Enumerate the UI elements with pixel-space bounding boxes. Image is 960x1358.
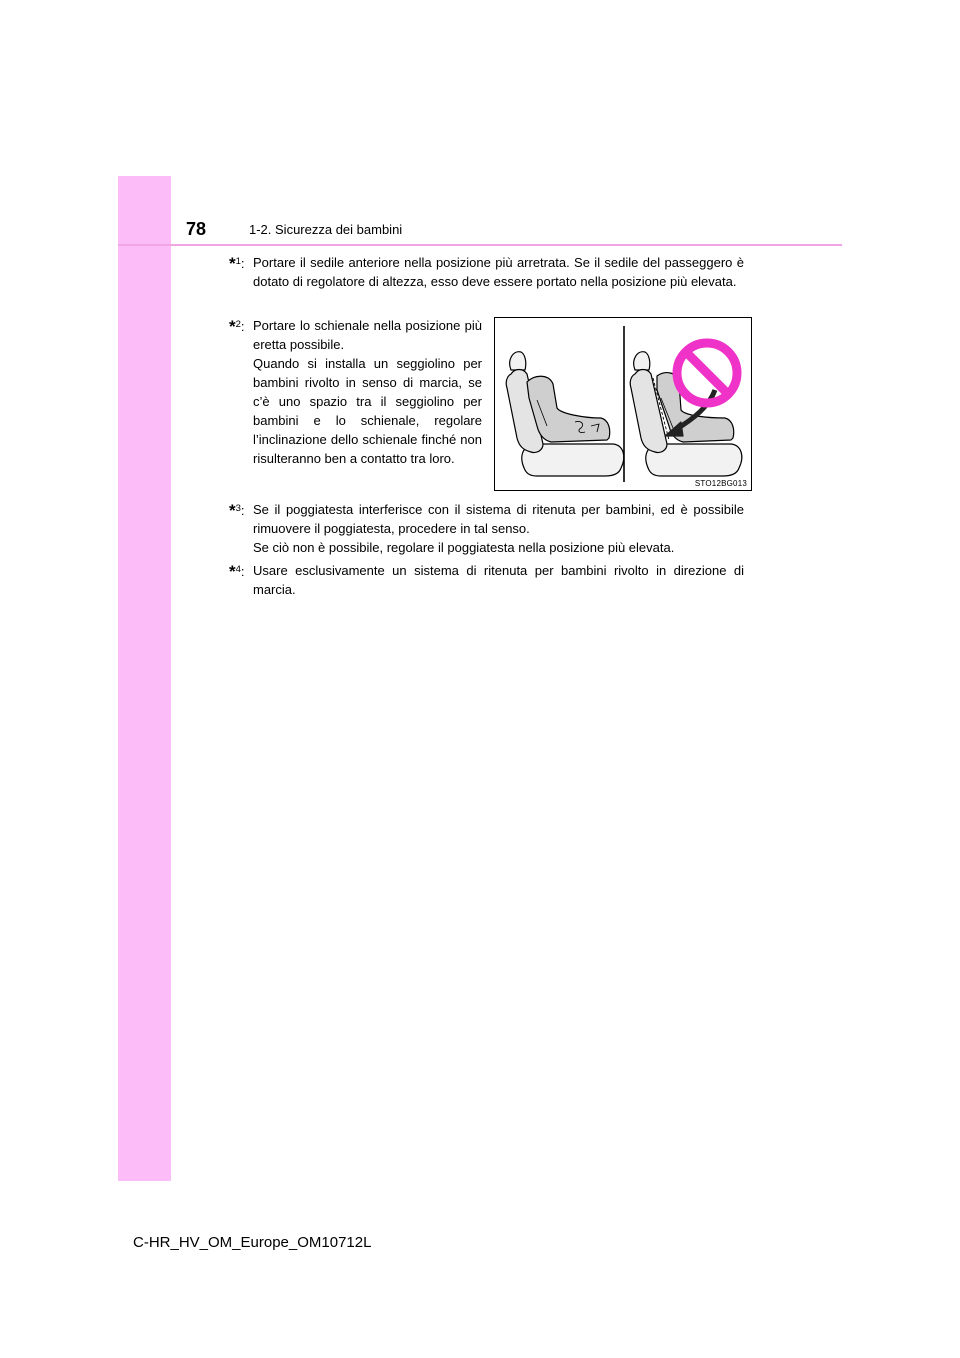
footnote-marker: *$^3$: [229,501,245,520]
prohibition-icon [677,343,737,403]
seat-drawing [495,318,751,490]
chapter-side-bar [118,176,171,1181]
figure-code: STO12BG013 [694,479,747,488]
document-code: C-HR_HV_OM_Europe_OM10712L [133,1234,372,1251]
footnote-text: Se il poggiatesta interferisce con il sistema di ritenuta per bambini, ed è possibile rimuovere il poggiatesta, procedere in tal senso. Se ciò non è possibile, regolare il poggiatesta nella posizione più elevata. [253,502,744,555]
footnote-1 [229,253,744,313]
seat-incorrect-icon [630,352,742,476]
footnote-marker: *$^4$: [229,562,245,581]
footnote-text: Portare il sedile anteriore nella posizione più arretrata. Se il sedile del passeggero è dotato di regolatore di altezza, esso deve essere portato nella posizione più elevata. [253,255,744,289]
footnote-text: Usare esclusivamente un sistema di ritenuta per bambini rivolto in direzione di marcia. [253,563,744,597]
section-title: 1-2. Sicurezza dei bambini [249,222,403,237]
seat-illustration [494,317,752,491]
page-number: 78 [186,219,207,239]
footnote-3 [229,500,744,560]
header-rule [118,244,842,246]
footnote-text: Portare lo schienale nella posizione più eretta possibile. Quando si installa un seggiolino per bambini rivolto in senso di marcia, se c’è uno spazio tra il seggiolino per bambini e lo schienale, regolare l’inclinazione dello schienale finché non risulteranno ben a contatto tra loro. [253,318,482,466]
footnote-marker: *$^2$: [229,317,245,336]
footnote-marker: *$^1$: [229,254,245,273]
seat-correct-icon [506,352,624,476]
footnote-4 [229,561,744,601]
footnote-2 [229,316,482,476]
